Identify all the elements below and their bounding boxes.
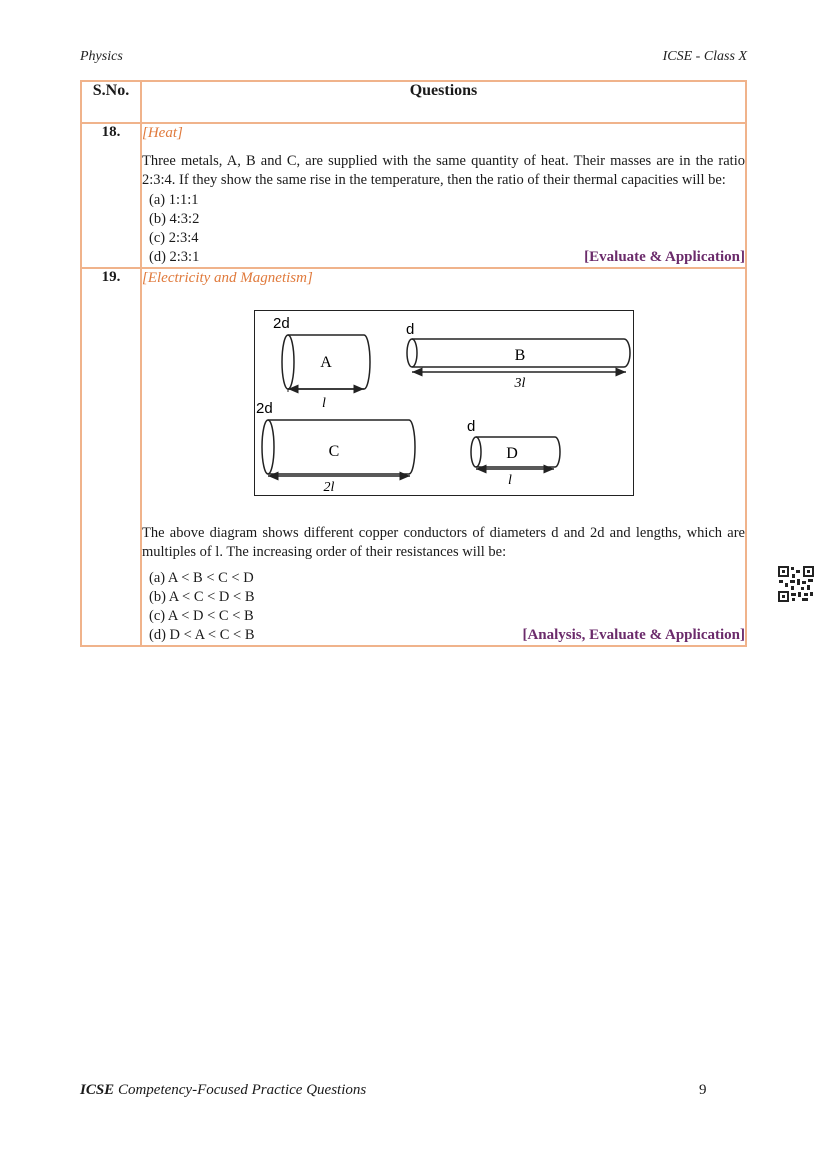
question-topic: [Electricity and Magnetism] (142, 270, 313, 286)
question-text: The above diagram shows different copper conductors of diameters d and 2d and lengths, which are multiples of l. The increasing order of their resistances will be: (142, 525, 745, 560)
option-d: (d) 2:3:1 (149, 249, 200, 265)
options-list (142, 569, 745, 645)
conductor-c-diameter: 2d (255, 400, 273, 417)
footer-series-bold: ICSE (80, 1082, 115, 1098)
column-header-questions: Questions (141, 81, 746, 123)
question-row-19 (81, 268, 746, 646)
conductor-c-length: 2l (323, 480, 334, 495)
option-a: (a) 1:1:1 (149, 192, 199, 208)
option-row-d (149, 248, 745, 267)
options-list (142, 191, 745, 267)
conductors-diagram-wrapper (142, 310, 745, 496)
conductor-a-name: A (319, 354, 332, 371)
question-topic: [Heat] (142, 125, 183, 141)
conductor-d-length: l (507, 473, 512, 488)
column-header-sno: S.No. (81, 81, 141, 123)
question-cell (141, 268, 746, 646)
header-subject: Physics (80, 49, 123, 64)
header-board-class: ICSE - Class X (662, 49, 747, 64)
question-number: 18. (81, 123, 141, 268)
conductor-a-diameter: 2d (272, 315, 290, 332)
question-cell (141, 123, 746, 268)
question-number: 19. (81, 268, 141, 646)
option-b: (b) A < C < D < B (149, 589, 255, 605)
question-row-18 (81, 123, 746, 268)
conductor-a-length: l (321, 396, 326, 411)
option-row-d (149, 626, 745, 645)
conductor-d-name: D (505, 445, 518, 462)
skill-tag: [Evaluate & Application] (584, 249, 745, 265)
page-number: 9 (699, 1082, 707, 1098)
option-c: (c) 2:3:4 (149, 230, 199, 246)
qr-code-icon[interactable] (777, 565, 815, 603)
option-c: (c) A < D < C < B (149, 608, 254, 624)
option-d: (d) D < A < C < B (149, 627, 255, 643)
option-a: (a) A < B < C < D (149, 570, 254, 586)
skill-tag: [Analysis, Evaluate & Application] (522, 627, 745, 643)
table-header-row (81, 81, 746, 123)
questions-table (80, 80, 747, 647)
conductor-d-diameter: d (466, 418, 475, 435)
footer-series-rest: Competency-Focused Practice Questions (114, 1082, 367, 1098)
conductor-b-diameter: d (405, 321, 414, 338)
conductor-b-name: B (514, 347, 525, 364)
option-b: (b) 4:3:2 (149, 211, 200, 227)
conductor-b-length: 3l (514, 376, 525, 391)
conductors-diagram (254, 310, 634, 496)
conductor-c-name: C (328, 443, 339, 460)
question-text: Three metals, A, B and C, are supplied with the same quantity of heat. Their masses are in the ratio 2:3:4. If they show the same rise in the temperature, then the ratio of their thermal capacities will be: (142, 153, 745, 188)
footer-series-title (80, 1082, 366, 1099)
